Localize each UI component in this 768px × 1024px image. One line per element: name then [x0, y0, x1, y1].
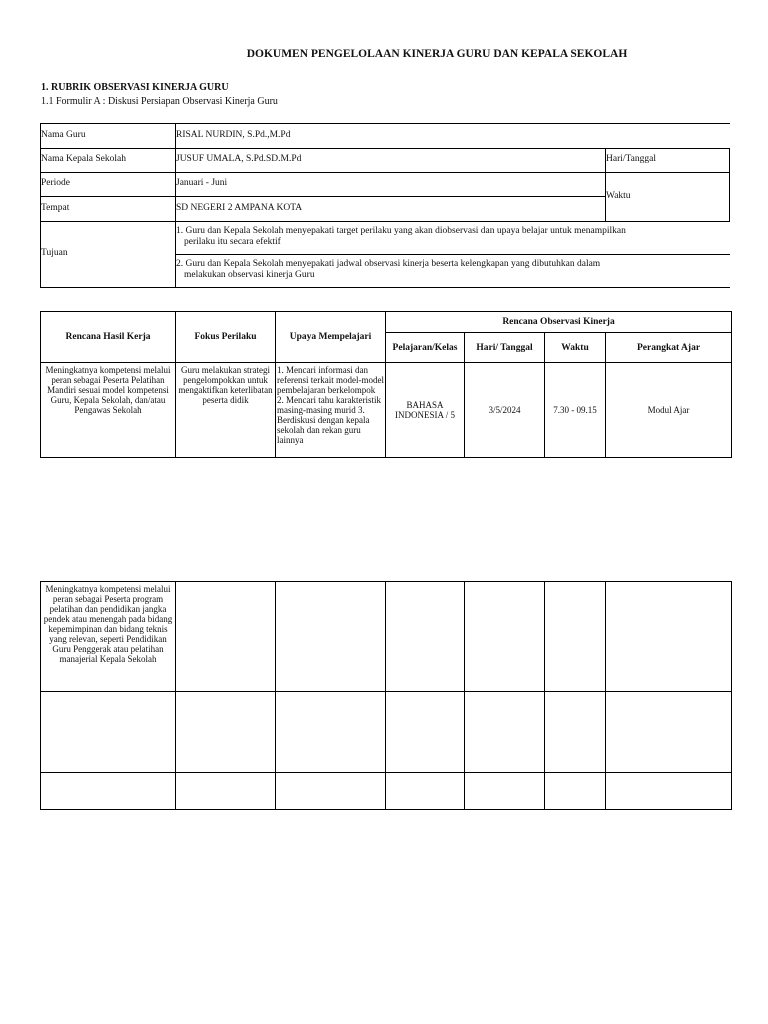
nama-guru-value: RISAL NURDIN, S.Pd.,M.Pd — [176, 130, 291, 140]
header-rencana-observasi: Rencana Observasi Kinerja — [386, 312, 732, 333]
empty-cell — [41, 692, 176, 773]
hari-tanggal-label: Hari/Tanggal — [606, 154, 656, 164]
empty-cell — [276, 692, 386, 773]
hari-tanggal-cell: 3/5/2024 — [465, 363, 545, 458]
teacher-info-table — [40, 123, 730, 287]
empty-cell — [545, 582, 606, 692]
empty-cell — [386, 692, 465, 773]
empty-cell — [606, 582, 732, 692]
observation-plan-table-continued — [40, 581, 732, 810]
empty-cell — [41, 773, 176, 810]
nama-guru-label: Nama Guru — [41, 130, 86, 140]
tujuan-2-line1: 2. Guru dan Kepala Sekolah menyepakati jadwal observasi kinerja beserta kelengkapan yang dibutuhkan dalam — [176, 259, 601, 269]
kepala-sekolah-label: Nama Kepala Sekolah — [41, 154, 126, 164]
table-row — [41, 773, 732, 810]
empty-cell — [176, 582, 276, 692]
empty-cell — [465, 582, 545, 692]
tempat-value: SD NEGERI 2 AMPANA KOTA — [176, 203, 303, 213]
empty-cell — [386, 582, 465, 692]
tujuan-1-line1: 1. Guru dan Kepala Sekolah menyepakati target perilaku yang akan diobservasi dan upaya belajar untuk menampilkan — [176, 226, 626, 236]
observation-plan-table — [40, 311, 732, 458]
empty-cell — [465, 692, 545, 773]
upaya-mempelajari-cell: 1. Mencari informasi dan referensi terkait model-model pembelajaran berkelompok 2. Mencari tahu karakteristik masing-masing murid 3. Berdiskusi dengan kepala sekolah dan rekan guru lainnya — [276, 363, 386, 458]
section-title: 1. RUBRIK OBSERVASI KINERJA GURU — [41, 82, 229, 93]
tempat-label: Tempat — [41, 203, 70, 213]
rencana-hasil-cell: Meningkatnya kompetensi melalui peran sebagai Peserta program pelatihan dan pendidikan jangka pendek atau menengah pada bidang kepemimpinan dan bidang teknis yang relevan, seperti Pendidikan Guru Penggerak atau pelatihan manajerial Kepala Sekolah — [41, 582, 176, 692]
empty-cell — [276, 582, 386, 692]
empty-cell — [176, 773, 276, 810]
empty-cell — [386, 773, 465, 810]
periode-label: Periode — [41, 178, 71, 188]
header-pelajaran-kelas: Pelajaran/Kelas — [386, 333, 465, 363]
tujuan-label: Tujuan — [41, 248, 68, 258]
empty-cell — [606, 692, 732, 773]
fokus-perilaku-cell: Guru melakukan strategi pengelompokkan untuk mengaktifkan keterlibatan peserta didik — [176, 363, 276, 458]
empty-cell — [276, 773, 386, 810]
tujuan-2-line2: melakukan observasi kinerja Guru — [184, 270, 315, 280]
waktu-cell: 7.30 - 09.15 — [545, 363, 606, 458]
header-fokus-perilaku: Fokus Perilaku — [176, 312, 276, 363]
empty-cell — [545, 773, 606, 810]
periode-value: Januari - Juni — [176, 178, 228, 188]
perangkat-ajar-cell: Modul Ajar — [606, 363, 732, 458]
document-title: DOKUMEN PENGELOLAAN KINERJA GURU DAN KEPALA SEKOLAH — [246, 48, 628, 60]
empty-cell — [545, 692, 606, 773]
header-perangkat-ajar: Perangkat Ajar — [606, 333, 732, 363]
tujuan-1-line2: perilaku itu secara efektif — [184, 237, 281, 247]
header-upaya-mempelajari: Upaya Mempelajari — [276, 312, 386, 363]
table-row — [41, 363, 732, 458]
empty-cell — [606, 773, 732, 810]
table-row — [41, 692, 732, 773]
rencana-hasil-cell: Meningkatnya kompetensi melalui peran sebagai Peserta Pelatihan Mandiri sesuai model kompetensi Guru, Kepala Sekolah, dan/atau Pengawas Sekolah — [41, 363, 176, 458]
kepala-sekolah-value: JUSUF UMALA, S.Pd.SD.M.Pd — [176, 154, 302, 164]
header-hari-tanggal: Hari/ Tanggal — [465, 333, 545, 363]
header-rencana-hasil-kerja: Rencana Hasil Kerja — [41, 312, 176, 363]
section-subtitle: 1.1 Formulir A : Diskusi Persiapan Observasi Kinerja Guru — [41, 96, 278, 107]
waktu-label: Waktu — [606, 191, 631, 201]
pelajaran-kelas-cell: BAHASA INDONESIA / 5 — [386, 363, 465, 458]
header-waktu: Waktu — [545, 333, 606, 363]
empty-cell — [465, 773, 545, 810]
table-row — [41, 582, 732, 692]
empty-cell — [176, 692, 276, 773]
